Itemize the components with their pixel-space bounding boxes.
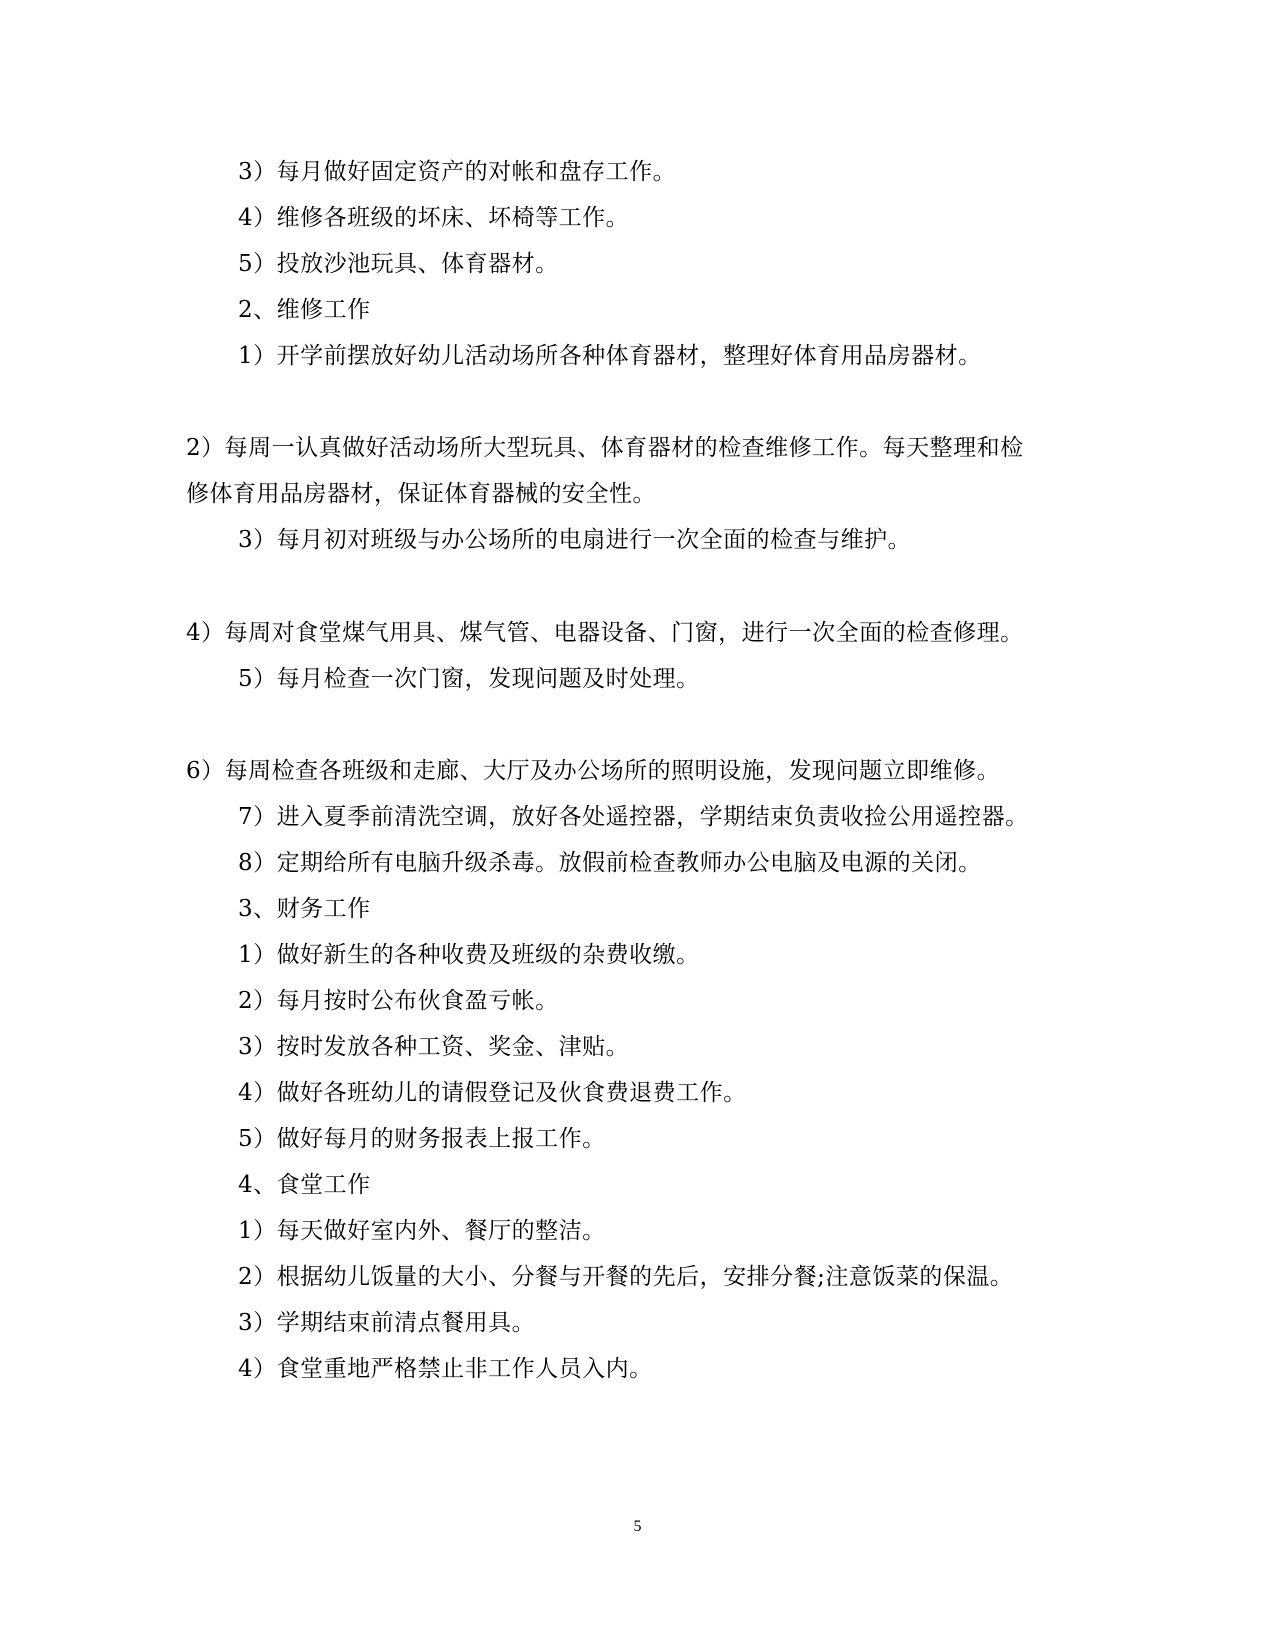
text-line: 1）做好新生的各种收费及班级的杂费收缴。	[238, 942, 700, 968]
text-line: 7）进入夏季前清洗空调，放好各处遥控器，学期结束负责收捡公用遥控器。	[238, 804, 1029, 830]
text-line: 4）食堂重地严格禁止非工作人员入内。	[238, 1356, 653, 1382]
text-line: 3）每月初对班级与办公场所的电扇进行一次全面的检查与维护。	[238, 527, 912, 553]
text-line: 5）每月检查一次门窗，发现问题及时处理。	[238, 666, 700, 692]
text-line: 4）做好各班幼儿的请假登记及伙食费退费工作。	[238, 1080, 747, 1106]
text-line: 2）每月按时公布伙食盈亏帐。	[238, 988, 559, 1014]
text-line: 1）每天做好室内外、餐厅的整洁。	[238, 1218, 606, 1244]
text-line: 3）每月做好固定资产的对帐和盘存工作。	[238, 159, 677, 185]
text-line: 6）每周检查各班级和走廊、大厅及办公场所的照明设施，发现问题立即维修。	[186, 758, 1001, 784]
text-line: 4）维修各班级的坏床、坏椅等工作。	[238, 205, 630, 231]
text-line: 8）定期给所有电脑升级杀毒。放假前检查教师办公电脑及电源的关闭。	[238, 850, 982, 876]
text-line: 1）开学前摆放好幼儿活动场所各种体育器材，整理好体育用品房器材。	[238, 343, 982, 369]
section-heading: 2、维修工作	[238, 297, 371, 323]
text-line: 3）学期结束前清点餐用具。	[238, 1310, 536, 1336]
text-line: 2）根据幼儿饭量的大小、分餐与开餐的先后，安排分餐;注意饭菜的保温。	[238, 1264, 1014, 1290]
page-number: 5	[633, 1518, 642, 1535]
text-line: 修体育用品房器材，保证体育器械的安全性。	[186, 481, 656, 507]
text-line: 2）每周一认真做好活动场所大型玩具、体育器材的检查维修工作。每天整理和检	[186, 435, 1024, 461]
section-heading: 4、食堂工作	[238, 1172, 371, 1198]
text-line: 3）按时发放各种工资、奖金、津贴。	[238, 1034, 630, 1060]
text-line: 5）投放沙池玩具、体育器材。	[238, 251, 559, 277]
section-heading: 3、财务工作	[238, 896, 371, 922]
text-line: 4）每周对食堂煤气用具、煤气管、电器设备、门窗，进行一次全面的检查修理。	[186, 620, 1024, 646]
text-line: 5）做好每月的财务报表上报工作。	[238, 1126, 606, 1152]
